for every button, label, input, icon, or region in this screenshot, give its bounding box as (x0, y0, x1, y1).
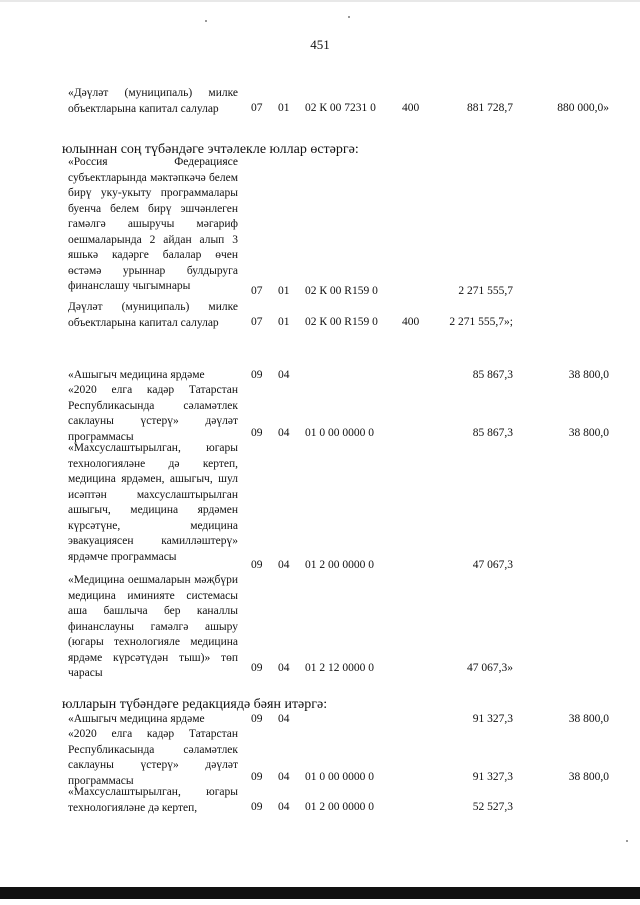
page-number: 451 (310, 37, 330, 52)
amount-year-1: 85 867,3 (472, 427, 513, 439)
amount-year-1: 2 271 555,7 (458, 285, 513, 297)
subsection-code: 04 (278, 801, 290, 813)
row-name: «2020 елга кадәр Татарстан Республикасында сәламәтлек саклауны үстерү» дәүләт программасы (68, 728, 238, 787)
subsection-code: 04 (278, 559, 290, 571)
amount-year-1: 881 728,7 (467, 102, 513, 114)
section-code: 07 (251, 285, 263, 297)
row-name: «2020 елга кадәр Татарстан Республикасында сәламәтлек саклауны үстерү» дәүләт программасы (68, 384, 238, 443)
amount-year-1: 85 867,3 (472, 369, 513, 381)
row-name: «Махсуслаштырылган, югары технологияләне дә кертеп, (68, 786, 238, 814)
target-article-code: 01 2 00 0000 0 (305, 559, 374, 571)
row-name: «Дәүләт (муниципаль) милке объектларына капитал салулар (68, 87, 238, 115)
amount-year-1: 2 271 555,7»; (449, 316, 513, 328)
subsection-code: 01 (278, 316, 290, 328)
section-code: 09 (251, 662, 263, 674)
expense-type-code: 400 (402, 102, 420, 114)
scan-speck (626, 840, 628, 842)
section-code: 07 (251, 316, 263, 328)
scan-speck (205, 20, 207, 22)
subsection-code: 04 (278, 662, 290, 674)
row-name: «Медицина оешмаларын мәҗбүри медицина иминияте системасы аша башлыча бер каналлы финанслауны гамәлгә ашыру (югары технологияле медицина ярдәме күрсәтүдән тыш)» төп чарасы (68, 574, 238, 679)
section-code: 09 (251, 713, 263, 725)
amount-year-2: 38 800,0 (568, 771, 609, 783)
section-code: 09 (251, 559, 263, 571)
target-article-code: 01 0 00 0000 0 (305, 771, 374, 783)
expense-type-code: 400 (402, 316, 420, 328)
target-article-code: 02 К 00 R159 0 (305, 285, 378, 297)
amount-year-2: 880 000,0» (557, 102, 609, 114)
amount-year-2: 38 800,0 (568, 427, 609, 439)
section-code: 07 (251, 102, 263, 114)
target-article-code: 01 2 12 0000 0 (305, 662, 374, 674)
row-name: Дәүләт (муниципаль) милке объектларына капитал салулар (68, 301, 238, 329)
section-heading-redact: юлларын түбәндәге редакциядә бәян итәргә: (62, 697, 328, 712)
subsection-code: 04 (278, 771, 290, 783)
top-edge (0, 0, 640, 2)
amount-year-1: 91 327,3 (472, 713, 513, 725)
amount-year-1: 47 067,3» (467, 662, 513, 674)
scan-speck (348, 16, 350, 18)
row-name: «Ашыгыч медицина ярдәме (68, 713, 205, 725)
section-heading-insert: юлыннан соң түбәндәге эчтәлекле юллар өстәргә: (62, 142, 359, 157)
target-article-code: 01 2 00 0000 0 (305, 801, 374, 813)
subsection-code: 04 (278, 713, 290, 725)
subsection-code: 01 (278, 285, 290, 297)
amount-year-2: 38 800,0 (568, 713, 609, 725)
row-name: «Махсуслаштырылган, югары технологияләне дә кертеп, медицина ярдәмен, ашыгыч, шул исәптән махсуслаштырылган ашыгыч, медицина ярдәмен күрсәтүне, медицина эвакуациясен камилләштерү» ярдәмче программасы (68, 442, 238, 563)
subsection-code: 01 (278, 102, 290, 114)
section-code: 09 (251, 427, 263, 439)
subsection-code: 04 (278, 369, 290, 381)
amount-year-1: 91 327,3 (472, 771, 513, 783)
scan-border (0, 887, 640, 899)
target-article-code: 02 К 00 7231 0 (305, 102, 376, 114)
section-code: 09 (251, 771, 263, 783)
target-article-code: 01 0 00 0000 0 (305, 427, 374, 439)
row-name: «Ашыгыч медицина ярдәме (68, 369, 205, 381)
subsection-code: 04 (278, 427, 290, 439)
amount-year-1: 52 527,3 (472, 801, 513, 813)
section-code: 09 (251, 369, 263, 381)
section-code: 09 (251, 801, 263, 813)
target-article-code: 02 К 00 R159 0 (305, 316, 378, 328)
row-name: «Россия Федерациясе субъектларында мәктәпкәчә белем бирү уку-укыту программалары буенча белем бирү эшчәнлеген гамәлгә ашыручы мәгариф оешмаларында 2 айдан алып 3 яшькә кадәрге балалар өчен өстәмә урыннар булдыруга финанслашу чыгымнары (68, 156, 238, 292)
amount-year-2: 38 800,0 (568, 369, 609, 381)
amount-year-1: 47 067,3 (472, 559, 513, 571)
